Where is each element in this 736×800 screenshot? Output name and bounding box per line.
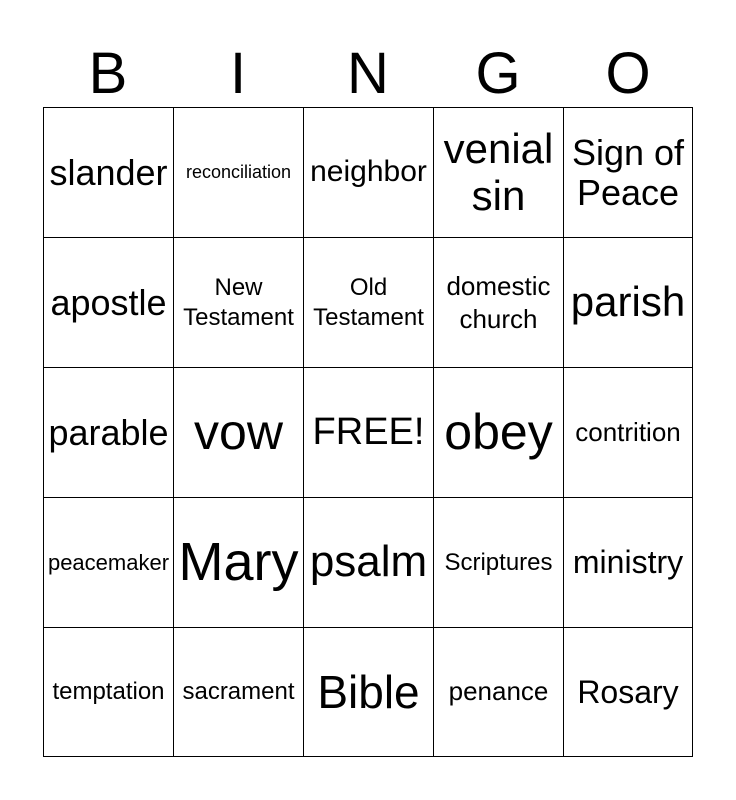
bingo-cell[interactable] [433,497,563,627]
cell-label-line: Old [349,273,388,301]
bingo-cell[interactable] [303,237,433,367]
bingo-cell[interactable] [563,107,693,237]
cell-label: slander [49,151,168,193]
bingo-cell[interactable] [303,627,433,757]
bingo-cell[interactable] [173,497,303,627]
cell-label: psalm [309,537,428,587]
cell-label: sacrament [182,678,295,706]
header-letter-o: O [605,41,651,106]
bingo-cell[interactable] [563,497,693,627]
cell-label: ministry [572,544,684,581]
cell-label [313,273,424,333]
bingo-cell[interactable] [173,367,303,497]
cell-label: obey [444,403,553,460]
bingo-cell[interactable] [303,367,433,497]
cell-label-line: Testament [183,303,294,331]
cell-label-line: sin [471,171,526,219]
header-letter-i: I [229,41,247,106]
bingo-cell[interactable] [433,627,563,757]
cell-label: peacemaker [47,549,170,575]
header-letter-b: B [88,41,128,106]
bingo-cell[interactable] [303,497,433,627]
cell-label: parish [570,278,686,326]
bingo-cell[interactable] [563,237,693,367]
bingo-cell[interactable] [433,107,563,237]
bingo-header [43,40,693,108]
cell-label [183,273,294,333]
bingo-cell[interactable] [303,107,433,237]
cell-label: contrition [575,416,681,447]
bingo-cell[interactable] [173,107,303,237]
bingo-cell[interactable] [563,367,693,497]
cell-label [572,133,684,212]
cell-label-line: domestic [446,271,551,301]
header-letter-n: N [347,41,389,106]
bingo-cell[interactable] [433,237,563,367]
bingo-cell[interactable] [563,627,693,757]
cell-label [444,126,554,218]
cell-label-line: Testament [313,303,424,331]
cell-label-line: venial [443,125,554,173]
cell-label: neighbor [310,155,427,189]
cell-label: apostle [50,281,167,323]
cell-label: penance [448,676,549,707]
cell-label [446,270,550,335]
cell-label-line: Sign of [571,131,685,173]
cell-label: Scriptures [444,548,553,576]
cell-label: Rosary [577,673,679,710]
header-letter-g: G [475,41,521,106]
cell-label: Bible [317,665,420,718]
cell-label: Mary [178,532,299,593]
cell-label-line: New [214,273,263,301]
bingo-cell[interactable] [43,627,173,757]
bingo-cell[interactable] [173,627,303,757]
cell-label: temptation [52,678,165,706]
bingo-cell[interactable] [43,367,173,497]
cell-label: vow [194,403,283,460]
cell-label-line: Peace [576,171,680,213]
cell-label-line: church [459,303,538,334]
bingo-cell[interactable] [433,367,563,497]
bingo-cell[interactable] [43,237,173,367]
cell-label: reconciliation [185,162,292,183]
cell-label: parable [48,411,169,453]
bingo-cell[interactable] [43,107,173,237]
cell-label: FREE! [312,410,425,453]
bingo-cell[interactable] [173,237,303,367]
bingo-cell[interactable] [43,497,173,627]
bingo-board [43,107,693,757]
